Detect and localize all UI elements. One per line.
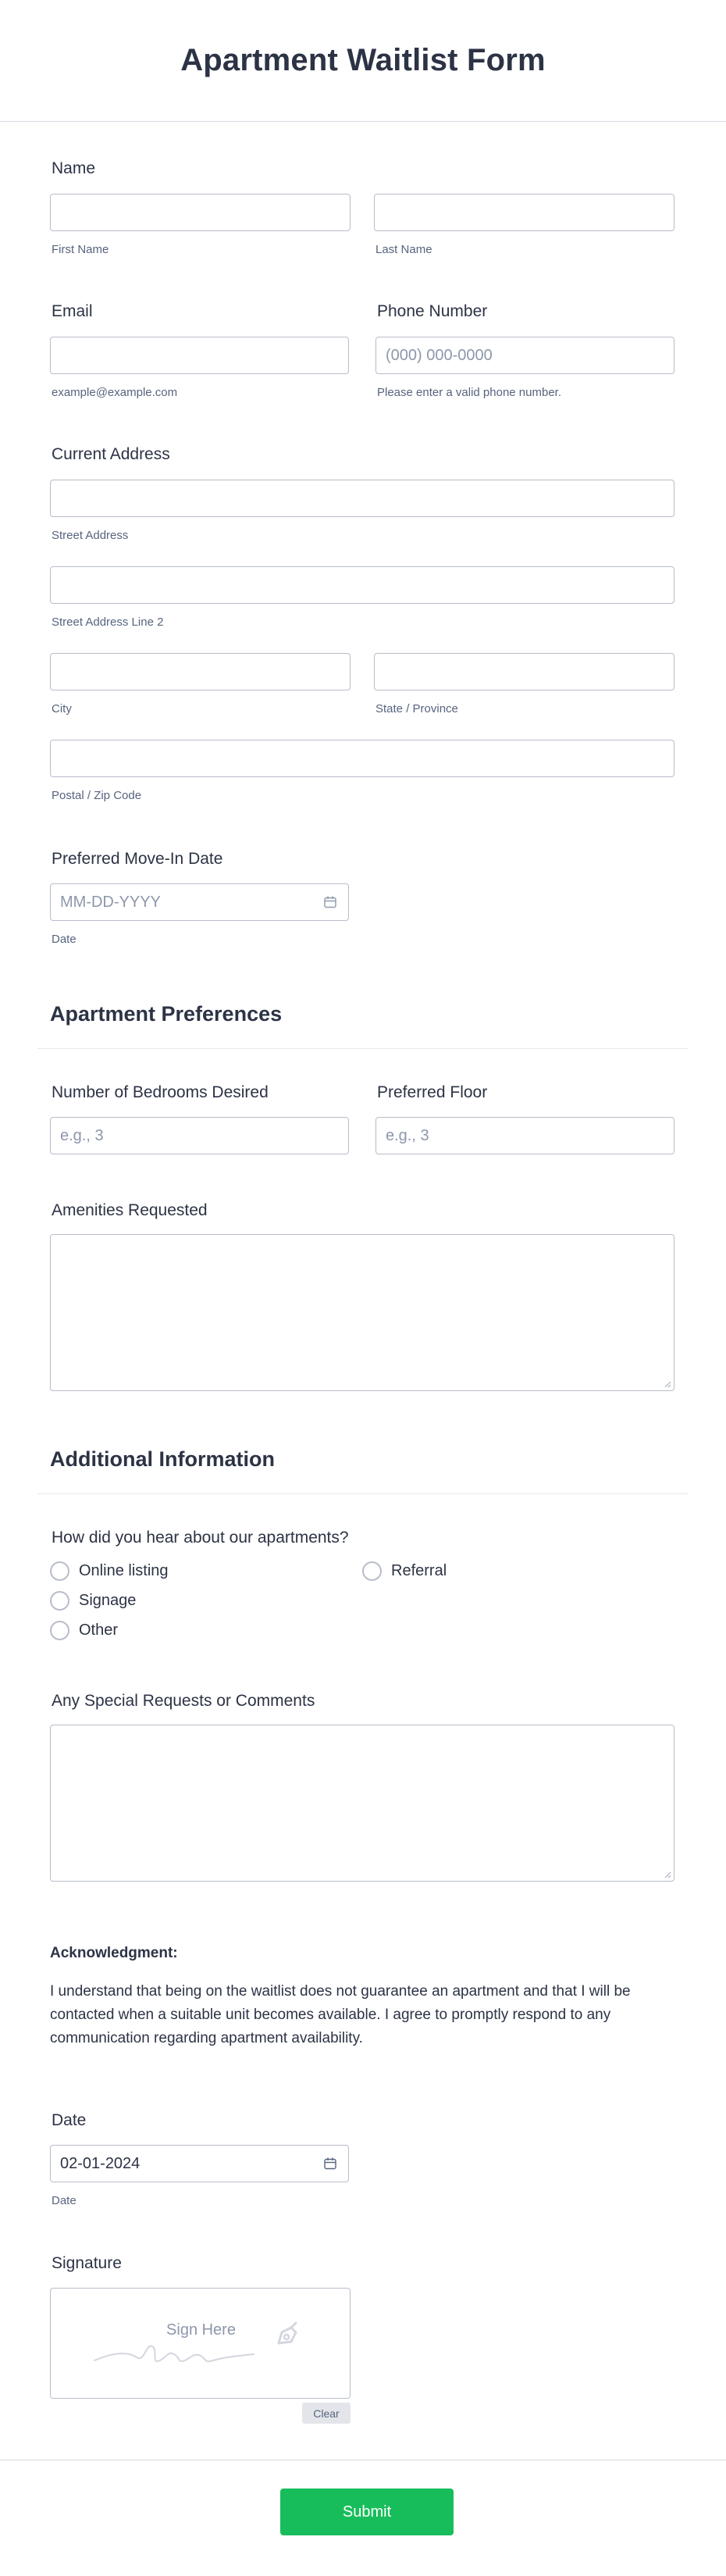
radio-referral[interactable] — [362, 1561, 447, 1581]
signature-placeholder: Sign Here — [166, 2321, 236, 2339]
phone-sublabel: Please enter a valid phone number. — [377, 386, 561, 399]
radio-other[interactable] — [50, 1621, 118, 1640]
city-input[interactable] — [50, 653, 351, 690]
radio-online-listing[interactable] — [50, 1561, 169, 1581]
radio-label: Other — [79, 1622, 119, 1639]
radio-button[interactable] — [362, 1561, 382, 1581]
comments-textarea[interactable] — [50, 1725, 674, 1882]
date-label: Date — [52, 2111, 87, 2129]
section-divider — [37, 1048, 689, 1049]
submit-button[interactable]: Submit — [280, 2489, 454, 2535]
signature-label: Signature — [52, 2254, 122, 2272]
amenities-textarea[interactable] — [50, 1234, 674, 1391]
pen-nib-icon — [271, 2318, 304, 2351]
radio-button[interactable] — [50, 1591, 69, 1611]
city-sublabel: City — [52, 702, 72, 715]
first-name-sublabel: First Name — [52, 243, 109, 256]
last-name-input[interactable] — [374, 194, 674, 231]
move-in-label: Preferred Move-In Date — [52, 850, 223, 868]
floor-input[interactable]: e.g., 3 — [375, 1117, 674, 1154]
street-address-line2-input[interactable] — [50, 566, 674, 604]
email-label: Email — [52, 302, 93, 320]
street-address-input[interactable] — [50, 480, 674, 517]
phone-input[interactable]: (000) 000-0000 — [375, 337, 674, 374]
acknowledgment-title: Acknowledgment: — [50, 1945, 178, 1961]
state-sublabel: State / Province — [375, 702, 458, 715]
radio-button[interactable] — [50, 1621, 69, 1640]
comments-label: Any Special Requests or Comments — [52, 1692, 315, 1710]
state-input[interactable] — [374, 653, 674, 690]
bedrooms-label: Number of Bedrooms Desired — [52, 1083, 269, 1101]
form-header — [0, 0, 726, 122]
resize-handle-icon[interactable] — [664, 1871, 671, 1878]
signature-pad[interactable] — [50, 2288, 351, 2399]
name-label: Name — [52, 159, 96, 177]
bedrooms-input[interactable]: e.g., 3 — [50, 1117, 349, 1154]
amenities-label: Amenities Requested — [52, 1201, 208, 1219]
preferences-section-title: Apartment Preferences — [50, 1002, 283, 1026]
radio-signage[interactable] — [50, 1591, 136, 1611]
radio-label: Online listing — [79, 1562, 169, 1579]
date-sublabel: Date — [52, 2194, 77, 2207]
postal-code-input[interactable] — [50, 740, 674, 777]
street-address-sublabel: Street Address — [52, 529, 129, 542]
move-in-placeholder: MM-DD-YYYY — [60, 893, 161, 911]
clear-signature-button[interactable]: Clear — [302, 2403, 351, 2424]
floor-label: Preferred Floor — [377, 1083, 488, 1101]
email-sublabel: example@example.com — [52, 386, 178, 399]
move-in-date-input[interactable] — [50, 883, 349, 921]
acknowledgment-text: I understand that being on the waitlist does not guarantee an apartment and that I will be contacted when a suitable unit becomes available. I agree to promptly respond to any communication regarding apartment availability. — [50, 1983, 631, 2046]
last-name-sublabel: Last Name — [375, 243, 432, 256]
radio-label: Referral — [391, 1562, 447, 1579]
phone-label: Phone Number — [377, 302, 488, 320]
street-address-line2-sublabel: Street Address Line 2 — [52, 615, 164, 629]
radio-button[interactable] — [50, 1561, 69, 1581]
additional-section-title: Additional Information — [50, 1447, 275, 1471]
section-divider — [37, 1493, 689, 1494]
calendar-icon[interactable] — [323, 2157, 337, 2171]
first-name-input[interactable] — [50, 194, 351, 231]
calendar-icon[interactable] — [323, 895, 337, 909]
resize-handle-icon[interactable] — [664, 1380, 671, 1388]
form-title: Apartment Waitlist Form — [180, 43, 546, 77]
move-in-sublabel: Date — [52, 933, 77, 946]
postal-code-sublabel: Postal / Zip Code — [52, 789, 142, 802]
hear-about-label: How did you hear about our apartments? — [52, 1529, 349, 1547]
email-input[interactable] — [50, 337, 349, 374]
date-value: 02-01-2024 — [60, 2154, 141, 2172]
address-label: Current Address — [52, 445, 170, 463]
radio-label: Signage — [79, 1592, 137, 1609]
date-input[interactable] — [50, 2145, 349, 2182]
